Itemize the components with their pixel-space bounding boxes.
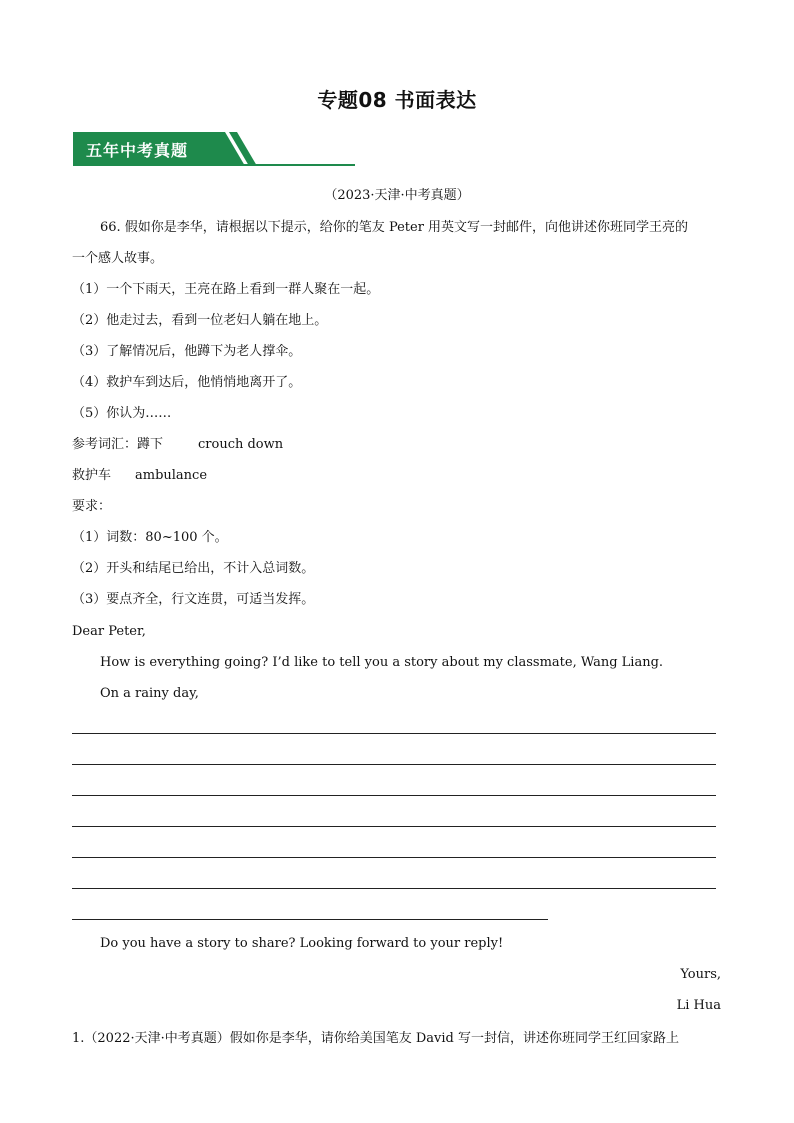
answer-line[interactable]	[72, 795, 716, 796]
requirement-item: （2）开头和结尾已给出，不计入总词数。	[72, 561, 315, 576]
requirement-item: （1）词数：80~100 个。	[72, 530, 228, 545]
letter-signoff: Yours,	[680, 967, 721, 982]
letter-signature: Li Hua	[676, 998, 721, 1013]
page-title: 专题08 书面表达	[317, 88, 477, 112]
answer-line[interactable]	[72, 733, 716, 734]
hint-item: （2）他走过去，看到一位老妇人躺在地上。	[72, 313, 328, 328]
vocab-term: crouch down	[198, 437, 284, 452]
requirement-item: （3）要点齐全，行文连贯，可适当发挥。	[72, 592, 315, 607]
letter-opening: How is everything going? I’d like to tell you a story about my classmate, Wang Liang.	[100, 655, 664, 670]
question-prompt-line1: 66. 假如你是李华，请根据以下提示，给你的笔友 Peter 用英文写一封邮件，向他讲述你班同学王亮的	[100, 220, 689, 235]
section-banner-label: 五年中考真题	[86, 141, 189, 160]
vocab-term: ambulance	[135, 468, 208, 483]
question-prompt-line2: 一个感人故事。	[72, 251, 164, 266]
answer-line[interactable]	[72, 888, 716, 889]
next-question-text: 1.（2022·天津·中考真题）假如你是李华，请你给美国笔友 David 写一封信，讲述你班同学王红回家路上	[72, 1031, 680, 1046]
requirements-title: 要求：	[72, 499, 112, 514]
letter-closing: Do you have a story to share? Looking forward to your reply!	[100, 936, 504, 951]
hint-item: （5）你认为……	[72, 406, 172, 421]
answer-line[interactable]	[72, 919, 548, 920]
letter-start: On a rainy day,	[100, 686, 199, 701]
letter-greeting: Dear Peter,	[72, 624, 146, 639]
answer-line[interactable]	[72, 857, 716, 858]
answer-line[interactable]	[72, 764, 716, 765]
vocab-label: 参考词汇：蹲下	[72, 437, 164, 452]
question-source: （2023·天津·中考真题）	[324, 188, 470, 203]
answer-line[interactable]	[72, 826, 716, 827]
hint-item: （1）一个下雨天，王亮在路上看到一群人聚在一起。	[72, 282, 380, 297]
vocab-label: 救护车	[72, 468, 112, 483]
hint-item: （3）了解情况后，他蹲下为老人撑伞。	[72, 344, 302, 359]
hint-item: （4）救护车到达后，他悄悄地离开了。	[72, 375, 302, 390]
